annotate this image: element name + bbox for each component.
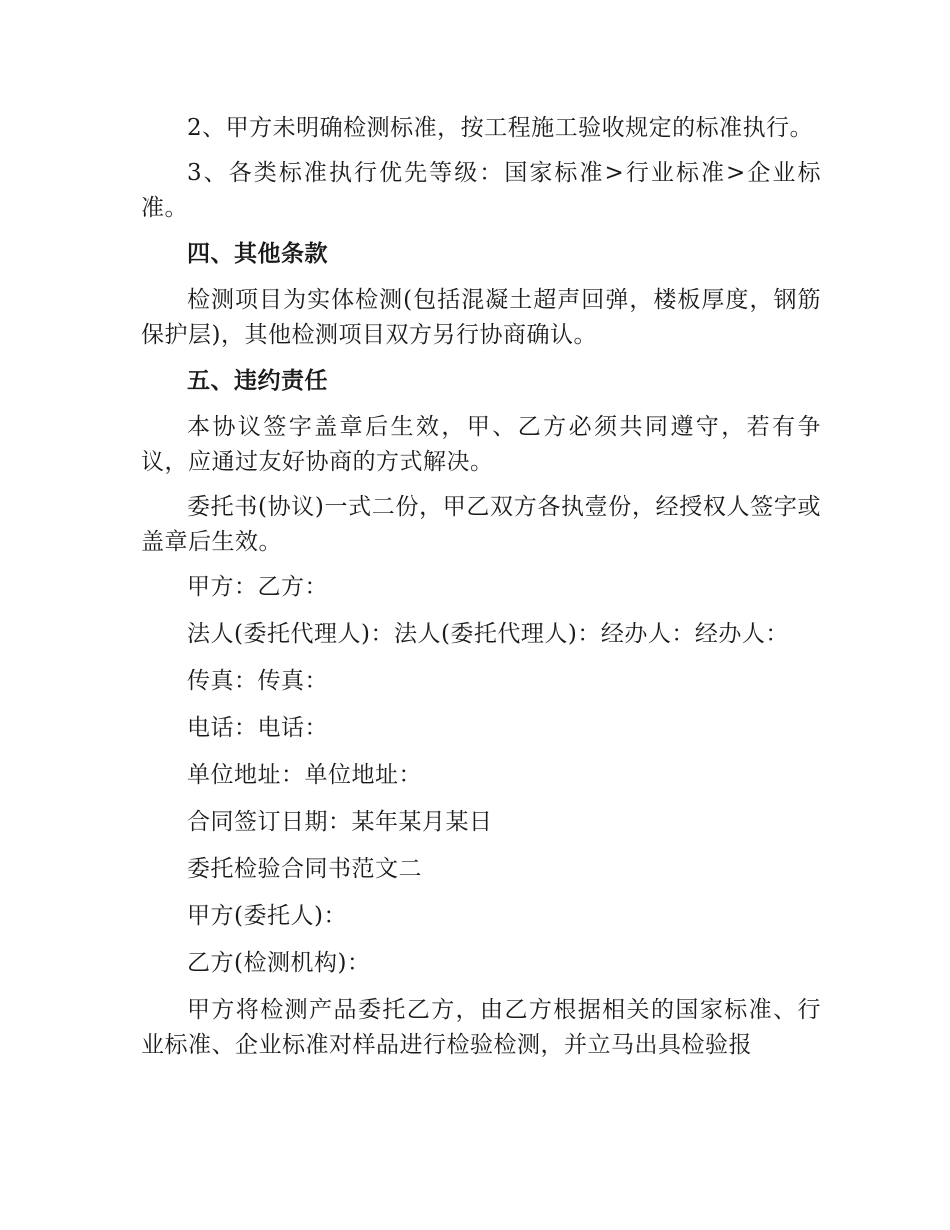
signature-line: 甲方：乙方： — [187, 574, 328, 600]
clause-paragraph: 委托书(协议)一式二份，甲乙双方各执壹份，经授权人签字或盖章后生效。 — [141, 494, 821, 555]
section-heading: 五、违约责任 — [187, 367, 328, 394]
section-heading: 四、其他条款 — [187, 240, 328, 267]
document-body — [141, 111, 821, 1073]
signature-line: 单位地址：单位地址： — [187, 762, 422, 788]
clause-paragraph: 甲方将检测产品委托乙方，由乙方根据相关的国家标准、行业标准、企业标准对样品进行检验检测，并立马出具检验报 — [141, 997, 821, 1058]
signature-line: 电话：电话： — [187, 715, 328, 741]
clause-paragraph: 检测项目为实体检测(包括混凝土超声回弹，楼板厚度，钢筋保护层)，其他检测项目双方另行协商确认。 — [141, 287, 821, 348]
clause-paragraph: 3、各类标准执行优先等级：国家标准>行业标准>企业标准。 — [141, 160, 821, 221]
clause-paragraph: 2、甲方未明确检测标准，按工程施工验收规定的标准执行。 — [187, 115, 814, 141]
clause-paragraph: 本协议签字盖章后生效，甲、乙方必须共同遵守，若有争议，应通过友好协商的方式解决。 — [141, 414, 821, 475]
party-line: 甲方(委托人)： — [187, 903, 347, 929]
signature-line: 法人(委托代理人)：法人(委托代理人)：经办人：经办人： — [187, 621, 789, 647]
document-subtitle: 委托检验合同书范文二 — [187, 856, 422, 882]
signature-line: 合同签订日期：某年某月某日 — [187, 809, 493, 835]
party-line: 乙方(检测机构)： — [187, 950, 371, 976]
signature-line: 传真：传真： — [187, 668, 328, 694]
